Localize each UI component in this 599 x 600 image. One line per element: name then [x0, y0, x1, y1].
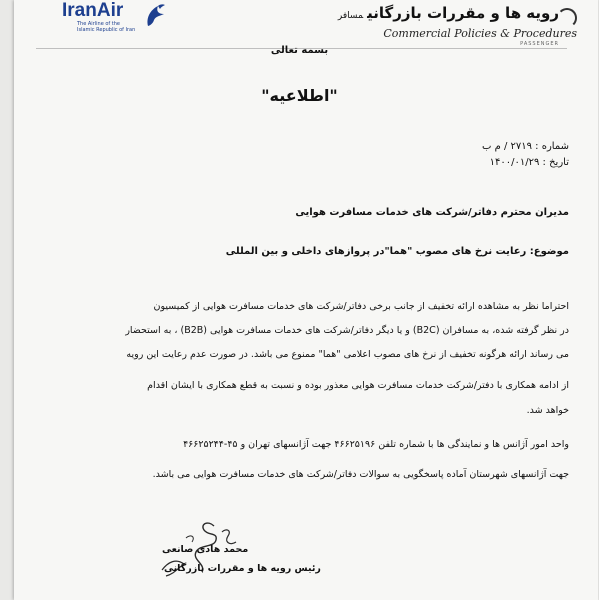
subject: موضوع: رعایت نرخ های مصوب "هما"در پروازهای داخلی و بین المللی — [225, 246, 569, 257]
body-line: از ادامه همکاری با دفتر/شرکت خدمات مسافرت هوایی معذور بوده و نسبت به قطع همکاری با ایشان اقدام — [147, 380, 569, 391]
signer-title: رئیس رویه ها و مقررات بازرگانی — [164, 563, 321, 574]
letter-number: شماره : ۲۷۱۹ / م ب — [481, 141, 569, 152]
body-line: احتراما نظر به مشاهده ارائه تخفیف از جانب برخی دفاتر/شرکت های خدمات مسافرت هوایی از کمیسیون — [153, 301, 569, 312]
bismillah: بسمه تعالی — [270, 45, 329, 56]
signer-name: محمد هادی صانعی — [162, 544, 249, 555]
letter-date: تاریخ : ۱۴۰۰/۰۱/۲۹ — [489, 157, 569, 168]
addressee: مدیران محترم دفاتر/شرکت های خدمات مسافرت هوایی — [295, 207, 569, 218]
contact-line: واحد امور آژانس ها و نمایندگی ها با شماره تلفن ۴۶۶۲۵۱۹۶ جهت آژانسهای تهران و ۴۵-۴۶۶۲۵۲۴۴ — [183, 439, 569, 450]
logo-tagline-line2: Islamic Republic of Iran — [77, 27, 136, 33]
contact-line: جهت آژانسهای شهرستان آماده پاسخگویی به سوالات دفاتر/شرکت های خدمات مسافرت هوایی می باشد. — [152, 469, 569, 480]
body-line: خواهد شد. — [526, 405, 569, 416]
body-line: می رساند ارائه هرگونه تخفیف از نرخ های مصوب اعلامی "هما" ممنوع می باشد. در صورت عدم رعایت این رویه — [126, 349, 569, 360]
homa-bird-logo-icon — [144, 2, 166, 28]
department-title: رویه ها و مقررات بازرگانیمسافر — [337, 4, 559, 22]
logo-text: IranAir — [62, 0, 124, 21]
letter-title: "اطلاعیه" — [261, 86, 338, 105]
department-subtitle: Commercial Policies & Procedures — [383, 27, 577, 40]
department-passenger-label: PASSENGER — [520, 41, 559, 47]
department-title-small: مسافر — [337, 11, 364, 21]
logo-tagline-line1: The Airline of the — [77, 21, 120, 27]
dept-arc-icon — [557, 8, 577, 28]
body-line: در نظر گرفته شده، به مسافران (B2C) و یا دیگر دفاتر/شرکت های خدمات مسافرت هوایی (B2B) ، به استحضار — [125, 325, 569, 336]
